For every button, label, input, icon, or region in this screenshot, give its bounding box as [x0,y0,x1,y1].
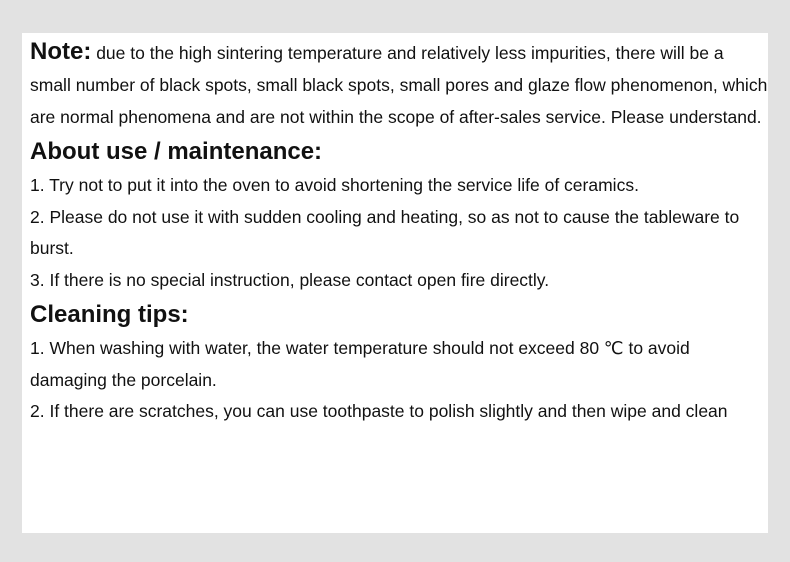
usage-maintenance-section [30,134,768,296]
usage-item-3: 3. If there is no special instruction, please contact open fire directly. [30,269,550,290]
usage-item-2: 2. Please do not use it with sudden cooling and heating, so as not to cause the tableware to burst. [30,206,740,258]
cleaning-item-1: 1. When washing with water, the water temperature should not exceed 80 ℃ to avoid damaging the porcelain. [30,338,690,390]
note-label: Note: [30,38,92,65]
cleaning-tips-section [30,297,768,428]
notice-content [30,33,768,428]
usage-maintenance-heading: About use / maintenance: [30,138,323,165]
note-paragraph [30,33,768,133]
cleaning-tips-heading: Cleaning tips: [30,301,189,328]
note-text: due to the high sintering temperature and relatively less impurities, there will be a small number of black spots, small black spots, small pores and glaze flow phenomenon, which are normal phenomena and are not within the scope of after-sales service. Please understand. [30,43,768,127]
product-notice-card [22,33,768,533]
cleaning-item-2: 2. If there are scratches, you can use toothpaste to polish slightly and then wipe and clean [30,401,728,421]
usage-item-1: 1. Try not to put it into the oven to avoid shortening the service life of ceramics. [30,175,639,195]
